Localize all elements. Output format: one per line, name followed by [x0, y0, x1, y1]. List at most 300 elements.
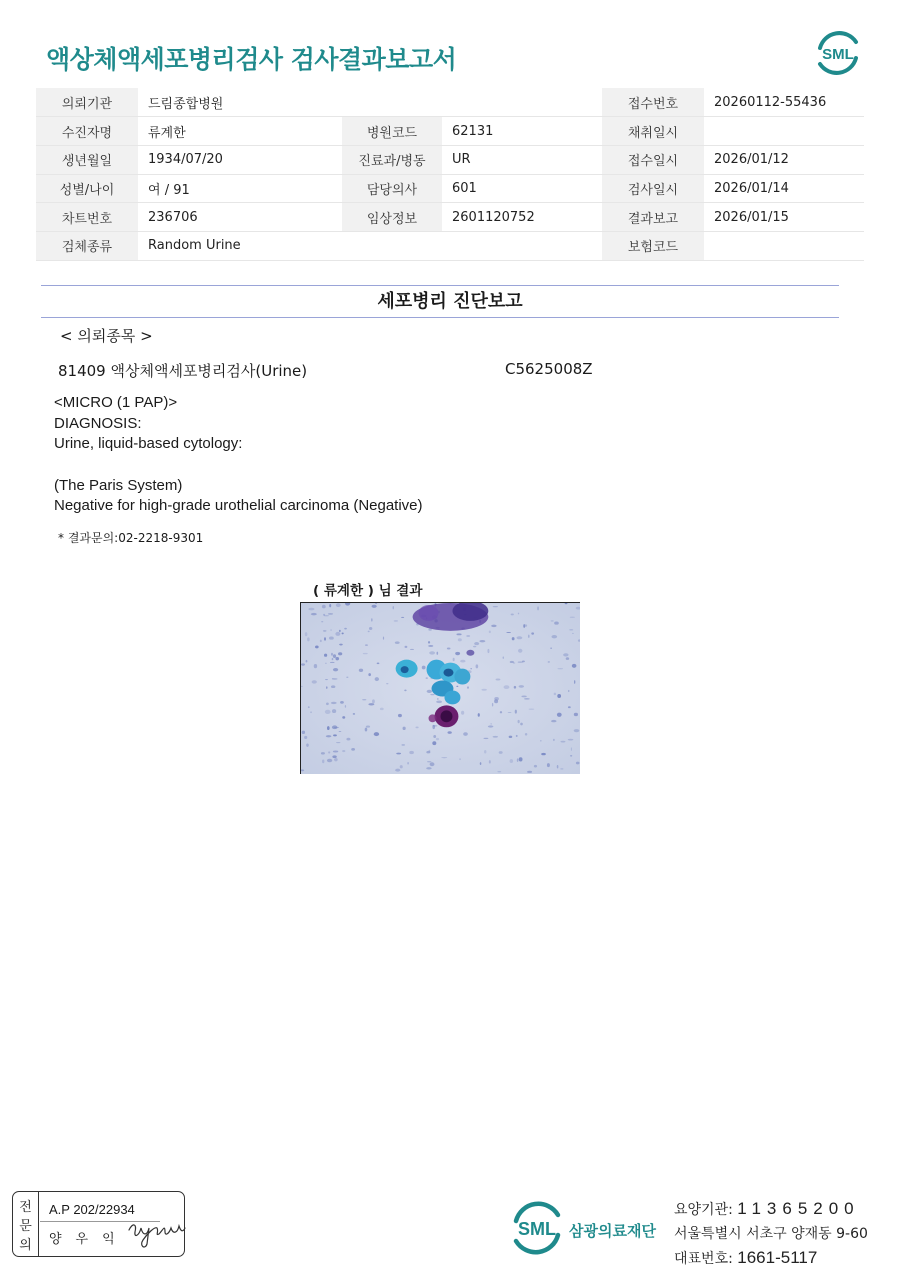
info-value	[704, 117, 864, 146]
speckle	[519, 685, 524, 688]
speckle	[306, 743, 309, 746]
info-label	[342, 88, 442, 117]
speckle	[400, 765, 403, 768]
speckle	[326, 735, 332, 737]
speckle	[330, 629, 332, 631]
info-label: 차트번호	[36, 203, 138, 232]
speckle	[336, 742, 340, 743]
speckle	[521, 695, 526, 697]
speckle	[483, 738, 488, 739]
speckle	[463, 732, 468, 736]
speckle	[428, 645, 433, 647]
speckle	[372, 605, 377, 608]
speckle	[346, 677, 348, 678]
info-label	[342, 231, 442, 260]
speckle	[437, 698, 439, 700]
speckle	[404, 689, 406, 691]
speckle	[334, 758, 338, 761]
speckle	[504, 685, 510, 689]
speckle	[574, 713, 578, 716]
speckle	[333, 734, 337, 736]
speckle	[377, 663, 380, 665]
info-label: 병원코드	[342, 117, 442, 146]
section-title: 세포병리 진단보고	[377, 291, 523, 312]
speckle	[396, 753, 401, 755]
speckle	[474, 642, 479, 645]
speckle	[330, 662, 335, 663]
speckle	[338, 652, 342, 655]
speckle	[308, 706, 310, 708]
speckle	[328, 613, 333, 615]
speckle	[436, 738, 439, 740]
info-label: 검사일시	[602, 174, 704, 203]
speckle	[326, 703, 329, 706]
speckle	[447, 731, 451, 734]
speckle	[516, 735, 518, 737]
pathologist-stamp	[12, 1191, 185, 1257]
result-image-title: ( 류계한 ) 님 결과	[313, 583, 423, 599]
diagnosis-report	[54, 393, 423, 517]
speckle	[510, 759, 513, 763]
info-value: 드림종합병원	[138, 88, 342, 117]
speckle	[470, 668, 472, 669]
speckle	[456, 633, 461, 635]
speckle	[398, 714, 402, 717]
speckle	[304, 736, 307, 739]
speckle	[514, 686, 516, 689]
speckle	[481, 689, 486, 691]
speckle	[321, 752, 325, 754]
speckle	[570, 617, 575, 618]
report-line: DIAGNOSIS:	[54, 414, 142, 432]
speckle	[494, 699, 498, 703]
speckle	[315, 646, 319, 649]
footer-phone-label: 대표번호:	[674, 1251, 738, 1267]
speckle	[572, 664, 577, 668]
info-value	[442, 231, 602, 260]
speckle	[403, 727, 406, 730]
speckle	[517, 636, 523, 639]
speckle	[548, 661, 550, 663]
report-line: <MICRO (1 PAP)>	[54, 394, 178, 411]
speckle	[512, 637, 515, 640]
speckle	[375, 677, 379, 681]
speckle	[336, 603, 341, 607]
speckle	[518, 649, 522, 653]
info-label: 생년월일	[36, 145, 138, 174]
info-row	[36, 145, 864, 174]
patient-info-table	[36, 88, 864, 261]
info-value: 20260112-55436	[704, 88, 864, 117]
speckle	[366, 725, 370, 727]
footer-code-label: 요양기관:	[674, 1202, 738, 1218]
pathologist-name: 양우익	[49, 1232, 129, 1247]
speckle	[496, 679, 501, 681]
speckle	[344, 628, 347, 630]
speckle	[410, 649, 414, 650]
speckle	[332, 755, 336, 758]
speckle	[346, 738, 350, 741]
speckle	[430, 762, 435, 766]
speckle	[325, 679, 328, 680]
speckle	[574, 729, 580, 732]
contact-info: * 결과문의:02-2218-9301	[58, 531, 204, 545]
speckle	[380, 708, 384, 711]
speckle	[428, 641, 430, 643]
speckle	[525, 733, 527, 736]
speckle	[314, 664, 317, 668]
speckle	[310, 711, 312, 713]
speckle	[305, 632, 308, 636]
speckle	[308, 608, 314, 611]
microscopy-image	[300, 602, 580, 774]
info-label: 진료과/병동	[342, 145, 442, 174]
speckle	[506, 632, 511, 633]
speckle	[508, 712, 512, 713]
speckle	[565, 602, 568, 604]
speckle	[488, 725, 494, 727]
speckle	[362, 699, 366, 700]
speckle	[332, 709, 336, 713]
speckle	[374, 732, 379, 736]
speckle	[432, 741, 436, 745]
speckle	[492, 703, 493, 707]
speckle	[407, 762, 409, 765]
speckle	[478, 713, 480, 717]
info-row	[36, 203, 864, 232]
speckle	[453, 658, 455, 661]
speckle	[569, 629, 573, 631]
speckle	[333, 751, 338, 753]
speckle	[553, 739, 555, 741]
speckle	[467, 686, 469, 688]
speckle	[322, 759, 324, 763]
speckle	[342, 716, 345, 719]
speckle	[557, 765, 559, 768]
speckle	[327, 759, 332, 763]
speckle	[368, 673, 371, 676]
footer-phone-value: 1661-5117	[737, 1248, 818, 1267]
footer-info	[674, 1197, 868, 1271]
speckle	[484, 750, 486, 754]
footer-logo-text: SML	[518, 1219, 556, 1239]
speckle	[386, 683, 388, 684]
bottom-rule	[41, 317, 839, 318]
speckle	[365, 728, 368, 732]
speckle	[551, 720, 556, 722]
speckle	[524, 624, 527, 626]
speckle	[540, 740, 542, 741]
speckle	[395, 769, 400, 772]
speckle	[368, 631, 370, 633]
speckle	[359, 669, 363, 672]
speckle	[560, 741, 565, 743]
speckle	[554, 621, 559, 624]
speckle	[415, 726, 418, 728]
speckle	[427, 761, 431, 762]
info-row	[36, 231, 864, 260]
speckle	[429, 651, 435, 654]
info-label: 결과보고	[602, 203, 704, 232]
info-value	[442, 88, 602, 117]
info-row	[36, 117, 864, 146]
speckle	[489, 760, 491, 763]
speckle	[432, 725, 437, 726]
speckle	[372, 699, 375, 703]
speckle	[524, 698, 530, 699]
speckle	[383, 637, 384, 640]
speckle	[340, 701, 344, 704]
speckle	[527, 771, 532, 773]
info-row	[36, 174, 864, 203]
speckle	[405, 646, 408, 648]
speckle	[401, 617, 404, 618]
speckle	[302, 731, 305, 734]
speckle	[552, 635, 558, 638]
speckle	[493, 736, 498, 738]
info-value: 류계한	[138, 117, 342, 146]
speckle	[325, 710, 331, 714]
sml-logo-icon	[812, 28, 864, 76]
speckle	[503, 656, 504, 659]
speckle	[458, 638, 462, 641]
speckle	[429, 750, 431, 753]
speckle	[534, 765, 537, 768]
signature-image	[125, 1206, 187, 1250]
speckle	[480, 762, 482, 765]
speckle	[437, 652, 439, 655]
speckle	[426, 767, 431, 769]
speckle	[510, 661, 514, 663]
info-value: 2601120752	[442, 203, 602, 232]
info-label: 성별/나이	[36, 174, 138, 203]
speckle	[571, 747, 572, 751]
speckle	[333, 654, 336, 658]
speckle	[515, 710, 517, 714]
info-value: UR	[442, 145, 602, 174]
speckle	[306, 660, 308, 663]
info-value: 2026/01/15	[704, 203, 864, 232]
speckle	[455, 652, 460, 655]
speckle	[335, 632, 340, 636]
speckle	[427, 690, 432, 693]
speckle	[499, 751, 503, 754]
speckle	[566, 657, 569, 660]
speckle	[369, 627, 372, 630]
speckle	[568, 706, 571, 708]
top-rule	[41, 285, 839, 286]
speckle	[375, 603, 377, 605]
info-label: 수진자명	[36, 117, 138, 146]
report-line: Negative for high-grade urothelial carcinoma (Negative)	[54, 497, 423, 515]
speckle	[460, 660, 465, 663]
speckle	[401, 744, 405, 745]
speckle	[422, 666, 426, 670]
speckle	[351, 748, 355, 751]
info-value: 601	[442, 174, 602, 203]
speckle	[528, 635, 530, 638]
stamp-ap-number: A.P 202/22934	[49, 1202, 135, 1217]
speckle	[491, 625, 496, 628]
speckle	[557, 668, 563, 669]
stamp-side-char: 의	[19, 1238, 32, 1253]
speckle	[447, 648, 451, 650]
speckle	[301, 663, 305, 665]
speckle	[563, 653, 568, 656]
speckle	[511, 613, 514, 615]
stamp-side-char: 전	[19, 1200, 32, 1215]
speckle	[518, 662, 524, 663]
info-value: Random Urine	[138, 231, 342, 260]
speckle	[353, 713, 355, 714]
speckle	[574, 680, 575, 684]
speckle	[339, 731, 342, 732]
speckle	[557, 694, 561, 698]
speckle	[332, 678, 333, 679]
speckle	[466, 635, 470, 636]
speckle	[518, 720, 520, 723]
speckle	[321, 621, 323, 622]
speckle	[339, 644, 343, 646]
speckle	[436, 701, 442, 704]
speckle	[428, 629, 432, 631]
speckle	[541, 753, 546, 755]
speckle	[576, 762, 580, 765]
speckle	[325, 663, 327, 664]
speckle	[430, 694, 434, 695]
speckle	[509, 736, 513, 738]
speckle	[311, 613, 317, 616]
speckle	[333, 668, 338, 671]
info-label: 임상정보	[342, 203, 442, 232]
info-label: 검체종류	[36, 231, 138, 260]
speckle	[331, 702, 337, 704]
report-line: (The Paris System)	[54, 476, 183, 494]
speckle	[371, 618, 372, 621]
info-value: 1934/07/20	[138, 145, 342, 174]
speckle	[320, 640, 322, 643]
speckle	[473, 646, 476, 648]
speckle	[518, 613, 519, 615]
speckle	[537, 606, 538, 610]
speckle	[332, 658, 334, 660]
info-value: 236706	[138, 203, 342, 232]
report-line: Urine, liquid-based cytology:	[54, 435, 243, 453]
speckle	[531, 632, 534, 634]
info-row	[36, 88, 864, 117]
speckle	[331, 653, 333, 656]
info-value	[704, 231, 864, 260]
speckle	[329, 604, 331, 607]
speckle	[520, 723, 523, 726]
speckle	[324, 615, 329, 616]
report-title: 액상체액세포병리검사 검사결과보고서	[46, 45, 457, 74]
report-line	[54, 455, 423, 476]
speckle	[554, 693, 556, 696]
speckle	[461, 711, 464, 715]
speckle	[517, 758, 519, 762]
speckle	[326, 686, 327, 689]
speckle	[339, 630, 341, 632]
info-label: 접수번호	[602, 88, 704, 117]
info-value: 2026/01/14	[704, 174, 864, 203]
speckle	[363, 653, 368, 654]
speckle	[393, 606, 394, 609]
speckle	[560, 768, 563, 770]
speckle	[489, 631, 491, 634]
speckle	[342, 633, 344, 635]
speckle	[329, 637, 334, 640]
speckle	[459, 758, 460, 760]
stamp-side-char: 문	[19, 1219, 32, 1234]
speckle	[300, 769, 304, 771]
footer-org-name: 삼광의료재단	[569, 1222, 656, 1240]
speckle	[547, 763, 550, 767]
speckle	[335, 657, 339, 660]
speckle	[312, 680, 317, 683]
speckle	[322, 605, 326, 609]
info-value: 여 / 91	[138, 174, 342, 203]
speckle	[456, 686, 458, 687]
speckle	[557, 713, 562, 717]
speckle	[519, 757, 523, 761]
stamp-side-label	[13, 1192, 39, 1256]
speckle	[476, 664, 479, 668]
info-label: 보험코드	[602, 231, 704, 260]
speckle	[550, 648, 551, 649]
footer-address: 서울특별시 서초구 양재동 9-60	[674, 1226, 868, 1242]
speckle	[572, 633, 574, 634]
speckle	[368, 703, 374, 705]
info-value: 62131	[442, 117, 602, 146]
speckle	[328, 751, 330, 753]
speckle	[409, 751, 414, 754]
speckle	[500, 711, 502, 713]
speckle	[441, 757, 447, 758]
speckle	[487, 649, 489, 653]
speckle	[394, 620, 398, 622]
speckle	[345, 705, 346, 708]
speckle	[497, 771, 501, 772]
speckle	[551, 620, 554, 622]
speckle	[568, 739, 574, 741]
footer-code-value: 11365200	[737, 1199, 860, 1218]
info-label: 담당의사	[342, 174, 442, 203]
speckle	[491, 723, 492, 725]
speckle	[433, 735, 436, 738]
speckle	[324, 637, 326, 640]
sml-logo-text: SML	[822, 46, 854, 63]
speckle	[332, 725, 338, 729]
speckle	[324, 654, 327, 657]
speckle	[331, 685, 335, 688]
speckle	[307, 637, 310, 641]
speckle	[365, 644, 368, 646]
info-label: 의뢰기관	[36, 88, 138, 117]
speckle	[493, 606, 498, 607]
speckle	[327, 726, 330, 730]
speckle	[570, 755, 572, 757]
speckle	[479, 640, 485, 642]
info-label: 채취일시	[602, 117, 704, 146]
speckle	[323, 630, 327, 632]
speckle	[568, 690, 569, 692]
info-label: 접수일시	[602, 145, 704, 174]
footer-sml-logo-icon	[508, 1199, 566, 1255]
speckle	[529, 709, 535, 710]
speckle	[426, 677, 428, 679]
request-heading: < 의뢰종목 >	[60, 327, 153, 345]
